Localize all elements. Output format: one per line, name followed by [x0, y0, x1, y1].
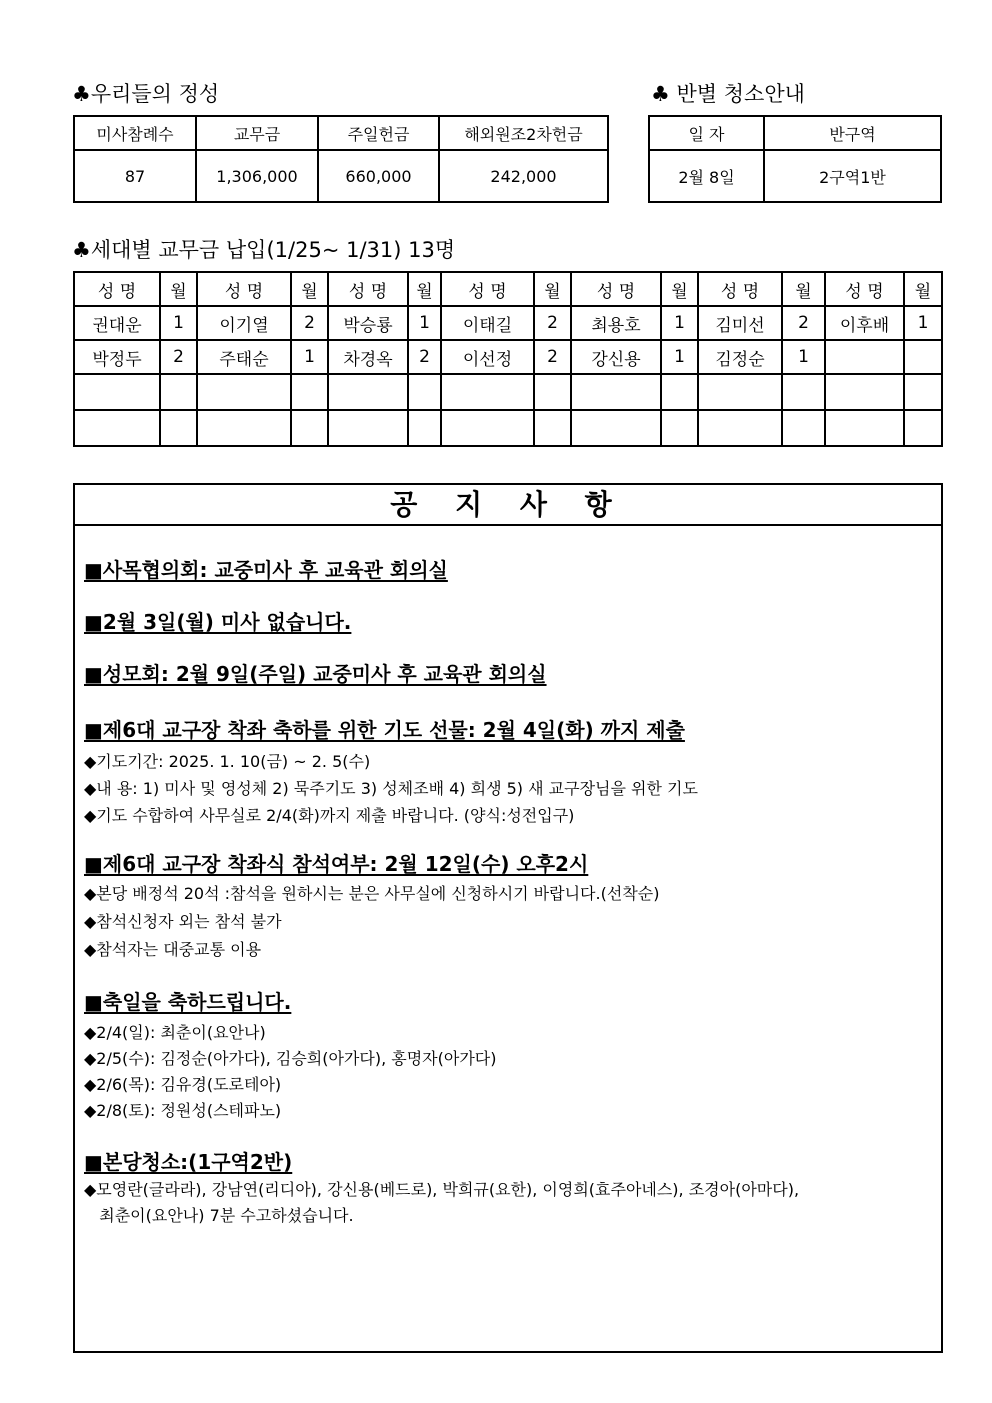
header-month: 월 — [661, 272, 698, 306]
notice-heading-cleaning: ■본당청소:(1구역2반) — [84, 1150, 293, 1174]
table-row — [74, 306, 942, 340]
header-month: 월 — [782, 272, 825, 306]
family-month: 2 — [534, 340, 571, 374]
family-month: 2 — [291, 306, 328, 340]
cleaning-value-date: 2월 8일 — [649, 150, 764, 202]
family-name — [825, 374, 904, 410]
family-month: 2 — [408, 340, 441, 374]
header-month: 월 — [160, 272, 197, 306]
family-month: 1 — [661, 340, 698, 374]
offering-value-dues: 1,306,000 — [196, 150, 318, 202]
offering-title: ♣우리들의 정성 — [72, 82, 220, 106]
cleaning-guide-table — [648, 115, 942, 203]
table-row — [74, 340, 942, 374]
notice-line: ◆기도 수합하여 사무실로 2/4(화)까지 제출 바랍니다. (양식:성전입구) — [84, 806, 575, 825]
notice-title: 공 지 사 항 — [75, 485, 941, 526]
family-name — [698, 374, 782, 410]
notice-line: ◆2/8(토): 정원성(스테파노) — [84, 1101, 282, 1120]
family-name: 차경옥 — [328, 340, 408, 374]
family-name: 박승룡 — [328, 306, 408, 340]
notice-heading-no-mass: ■2월 3일(월) 미사 없습니다. — [84, 610, 352, 634]
family-month: 1 — [408, 306, 441, 340]
family-name: 주태순 — [197, 340, 291, 374]
family-name: 강신용 — [571, 340, 661, 374]
family-dues-table — [73, 271, 943, 447]
family-name — [698, 410, 782, 446]
family-month: 1 — [904, 306, 942, 340]
family-month — [904, 410, 942, 446]
notice-line: ◆2/6(목): 김유경(도로테아) — [84, 1075, 282, 1094]
family-name: 최용호 — [571, 306, 661, 340]
notice-heading-prayer-gift: ■제6대 교구장 착좌 축하를 위한 기도 선물: 2월 4일(화) 까지 제출 — [84, 718, 685, 742]
family-name — [825, 340, 904, 374]
notice-line: ◆2/5(수): 김정순(아가다), 김승희(아가다), 홍명자(아가다) — [84, 1049, 497, 1068]
header-month: 월 — [408, 272, 441, 306]
family-month — [408, 374, 441, 410]
offering-value-overseas: 242,000 — [439, 150, 608, 202]
header-name: 성 명 — [825, 272, 904, 306]
cleaning-header-zone: 반구역 — [764, 116, 941, 150]
family-name — [571, 410, 661, 446]
family-month: 2 — [782, 306, 825, 340]
notice-heading-mary-society: ■성모회: 2월 9일(주일) 교중미사 후 교육관 회의실 — [84, 662, 547, 686]
family-month — [661, 374, 698, 410]
family-dues-header-row — [74, 272, 942, 306]
notice-line: ◆2/4(일): 최춘이(요안나) — [84, 1023, 266, 1042]
family-name — [328, 410, 408, 446]
notice-line: ◆기도기간: 2025. 1. 10(금) ~ 2. 5(수) — [84, 752, 371, 771]
header-name: 성 명 — [197, 272, 291, 306]
family-month — [904, 340, 942, 374]
family-month: 1 — [291, 340, 328, 374]
family-month — [904, 374, 942, 410]
family-month: 2 — [534, 306, 571, 340]
family-dues-title: ♣세대별 교무금 납입(1/25~ 1/31) 13명 — [72, 238, 456, 262]
family-name: 이기열 — [197, 306, 291, 340]
notice-heading-installation: ■제6대 교구장 착좌식 참석여부: 2월 12일(수) 오후2시 — [84, 852, 589, 876]
family-month — [291, 410, 328, 446]
family-name — [74, 410, 160, 446]
family-month — [782, 410, 825, 446]
notice-line: ◆참석신청자 외는 참석 불가 — [84, 912, 282, 931]
family-month — [160, 374, 197, 410]
header-name: 성 명 — [571, 272, 661, 306]
cleaning-header-date: 일 자 — [649, 116, 764, 150]
family-name: 권대운 — [74, 306, 160, 340]
family-month — [534, 374, 571, 410]
family-name: 이선정 — [441, 340, 534, 374]
family-name: 김정순 — [698, 340, 782, 374]
notice-line: ◆내 용: 1) 미사 및 영성체 2) 묵주기도 3) 성체조배 4) 희생 5) 새 교구장님을 위한 기도 — [84, 779, 698, 798]
notice-heading-council: ■사목협의회: 교중미사 후 교육관 회의실 — [84, 558, 448, 582]
family-name: 김미선 — [698, 306, 782, 340]
family-month: 1 — [661, 306, 698, 340]
family-month — [782, 374, 825, 410]
family-name: 이태길 — [441, 306, 534, 340]
notice-line: ◆참석자는 대중교통 이용 — [84, 940, 262, 959]
family-month: 1 — [160, 306, 197, 340]
header-month: 월 — [904, 272, 942, 306]
family-name — [74, 374, 160, 410]
family-name — [571, 374, 661, 410]
family-month — [534, 410, 571, 446]
offering-table — [73, 115, 609, 203]
family-name: 이후배 — [825, 306, 904, 340]
offering-header-sunday: 주일헌금 — [318, 116, 439, 150]
family-month — [291, 374, 328, 410]
offering-header-attendance: 미사참례수 — [74, 116, 196, 150]
family-month — [661, 410, 698, 446]
family-name — [441, 374, 534, 410]
table-row — [74, 374, 942, 410]
table-row — [74, 410, 942, 446]
header-name: 성 명 — [74, 272, 160, 306]
notice-heading-feast: ■축일을 축하드립니다. — [84, 990, 292, 1014]
notice-line: ◆본당 배정석 20석 :참석을 원하시는 분은 사무실에 신청하시기 바랍니다.(선착순) — [84, 884, 660, 903]
notice-line: 최춘이(요안나) 7분 수고하셨습니다. — [84, 1206, 354, 1225]
offering-value-attendance: 87 — [74, 150, 196, 202]
offering-header-overseas: 해외원조2차헌금 — [439, 116, 608, 150]
notice-line: ◆모영란(글라라), 강남연(리디아), 강신용(베드로), 박희규(요한), 이영희(효주아네스), 조경아(아마다), — [84, 1180, 800, 1199]
family-month — [408, 410, 441, 446]
family-month — [160, 410, 197, 446]
header-name: 성 명 — [698, 272, 782, 306]
notice-box — [73, 483, 943, 1353]
family-name — [197, 410, 291, 446]
header-month: 월 — [534, 272, 571, 306]
header-name: 성 명 — [441, 272, 534, 306]
family-name: 박정두 — [74, 340, 160, 374]
header-name: 성 명 — [328, 272, 408, 306]
offering-header-dues: 교무금 — [196, 116, 318, 150]
family-name — [441, 410, 534, 446]
header-month: 월 — [291, 272, 328, 306]
family-name — [825, 410, 904, 446]
offering-value-sunday: 660,000 — [318, 150, 439, 202]
family-month: 1 — [782, 340, 825, 374]
family-name — [328, 374, 408, 410]
family-month: 2 — [160, 340, 197, 374]
cleaning-value-zone: 2구역1반 — [764, 150, 941, 202]
cleaning-guide-title: ♣ 반별 청소안내 — [651, 82, 805, 106]
family-name — [197, 374, 291, 410]
